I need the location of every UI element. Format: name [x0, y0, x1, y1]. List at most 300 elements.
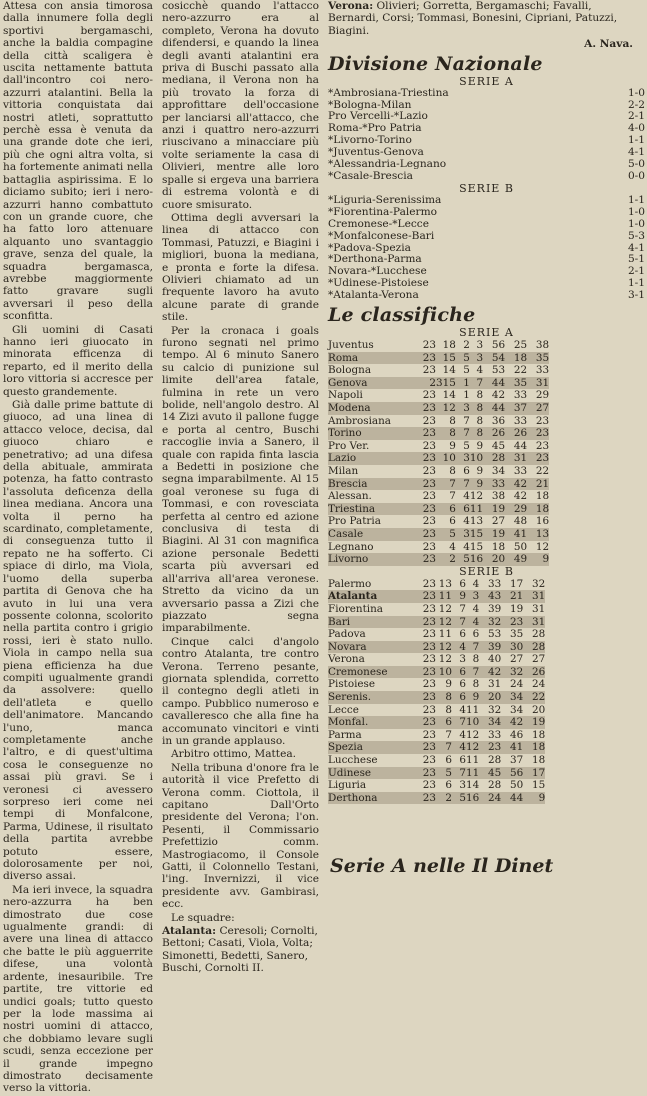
- standings-serie-b-table: [328, 578, 545, 805]
- standings-value: 37: [505, 402, 527, 415]
- standings-value: 9: [452, 590, 466, 603]
- standings-team: Monfal.: [328, 716, 416, 729]
- standings-value: 21: [527, 478, 549, 491]
- standings-value: 315: [436, 376, 456, 389]
- standings-value: 13: [527, 528, 549, 541]
- standings-value: 45: [491, 439, 506, 452]
- standings-value: 11: [469, 502, 484, 515]
- standings-serie-a-table: [328, 339, 549, 566]
- standings-value: 3: [456, 452, 470, 465]
- result-score: 2-1: [627, 110, 645, 123]
- standings-row: [328, 678, 545, 691]
- author-signature: A. Nava.: [584, 38, 633, 51]
- standings-team: Modena: [328, 402, 416, 415]
- standings-value: 6: [472, 628, 480, 641]
- standings-value: 23: [422, 439, 436, 452]
- standings-team: Triestina: [328, 503, 416, 516]
- standings-value: 26: [483, 427, 505, 440]
- standings-row: [328, 490, 549, 503]
- standings-value: 7: [436, 741, 452, 754]
- standings-row: [328, 691, 545, 704]
- article-paragraph: Per la cronaca i goals furono segnati nel primo tempo. Al 6 minuto Sanero su calcio di punizione sul limite dell'area fatale, fulmina in rete un vero bolide, nell'angolo destro. Al 14 Zizi avuto il pallone fugge e porta al centro, Buschi raccoglie invia a Sanero, il quale con rapida finta lascia a Bedetti in posizione che segna imparabilmente. Al 15 goal veronese su fuga di Tommasi, e con rovesciata perfetta al centro ed azione conclusiva di testa di Biagini. Al 31 con magnifica azione personale Bedetti scarta più avversari ed all'arriva all'area veronese. Stretto da vicino da un avversario passa a Zizi che piazzato segna imparabilmente.: [162, 324, 319, 635]
- standings-team: Ambrosiana: [328, 414, 391, 427]
- result-match: Novara-*Lucchese: [328, 265, 427, 278]
- standings-value: 8: [470, 427, 483, 440]
- standings-value: 19: [483, 503, 505, 516]
- standings-value: 22: [523, 691, 545, 704]
- result-score: 5-0: [627, 158, 645, 171]
- standings-value: 8: [476, 389, 484, 402]
- standings-value: 9: [449, 439, 456, 452]
- article-paragraph: Ottima degli avversari la linea di attacco con Tommasi, Patuzzi, e Biagini i migliori, buona la mediana, e pronta e forte la difesa. Olivieri chiamato ad un frequente lavoro ha avuto alcune parate di grande stile.: [162, 211, 319, 324]
- standings-row: [328, 402, 549, 415]
- atalanta-players: Ceresoli; Cornolti, Bettoni; Casati, Viola, Volta; Simonetti, Bedetti, Sanero, Buschi, Cornolti II.: [162, 925, 318, 975]
- standings-value: 7: [452, 767, 466, 780]
- result-score: 5-3: [627, 229, 645, 242]
- standings-value: 4: [449, 540, 456, 553]
- standings-value: 19: [510, 602, 524, 615]
- standings-value: 7: [445, 728, 452, 741]
- standings-value: 31: [527, 377, 549, 390]
- standings-value: 23: [422, 703, 436, 716]
- standings-value: 9: [445, 678, 452, 691]
- standings-row: [328, 653, 545, 666]
- standings-value: 13: [469, 515, 484, 528]
- standings-value: 18: [532, 754, 546, 767]
- standings-team: Milan: [328, 464, 359, 477]
- result-score: 1-1: [627, 134, 645, 147]
- result-row: [328, 88, 645, 100]
- standings-value: 12: [436, 402, 456, 415]
- standings-value: 35: [505, 377, 527, 390]
- bottom-heading: Serie A nelle Il Dinet: [330, 856, 554, 876]
- standings-value: 10: [466, 716, 480, 729]
- result-match: *Alessandria-Legnano: [328, 158, 447, 171]
- standings-value: 33: [488, 728, 502, 741]
- standings-row: [328, 779, 545, 792]
- standings-row: [328, 452, 549, 465]
- standings-value: 7: [470, 377, 483, 390]
- standings-value: 56: [491, 339, 506, 352]
- standings-value: 53: [488, 628, 502, 641]
- standings-team: Pro Ver.: [328, 439, 370, 452]
- result-score: 4-1: [627, 241, 645, 254]
- standings-team: Juventus: [328, 339, 374, 352]
- standings-serie-b-label: SERIE B: [459, 564, 514, 578]
- standings-value: 6: [459, 754, 466, 767]
- result-match: Cremonese-*Lecce: [328, 217, 429, 230]
- standings-value: 23: [416, 767, 436, 780]
- standings-value: 27: [532, 653, 546, 666]
- standings-value: 33: [513, 389, 528, 402]
- standings-value: 6: [445, 779, 452, 792]
- standings-team: Brescia: [328, 478, 416, 491]
- result-score: 5-1: [627, 253, 645, 266]
- standings-value: 10: [436, 452, 456, 465]
- standings-value: 23: [416, 616, 436, 629]
- standings-value: 31: [505, 452, 527, 465]
- atalanta-label: Atalanta:: [162, 925, 217, 938]
- standings-value: 42: [513, 490, 528, 503]
- result-match: Roma-*Pro Patria: [328, 122, 422, 135]
- standings-value: 43: [479, 590, 501, 603]
- standings-value: 7: [466, 641, 479, 654]
- standings-value: 6: [436, 503, 456, 516]
- standings-value: 23: [535, 414, 550, 427]
- standings-value: 33: [535, 364, 550, 377]
- result-row: [328, 195, 645, 207]
- standings-value: 24: [479, 792, 501, 805]
- standings-value: 23: [416, 452, 436, 465]
- standings-value: 40: [488, 653, 502, 666]
- article-column-1: [3, 0, 153, 1096]
- standings-team: Legnano: [328, 540, 374, 553]
- standings-value: 23: [416, 590, 436, 603]
- classifiche-heading: Le classifiche: [328, 304, 476, 327]
- standings-value: 39: [488, 602, 502, 615]
- standings-value: 11: [466, 754, 480, 767]
- standings-value: 7: [459, 602, 466, 615]
- standings-value: 12: [438, 653, 452, 666]
- standings-row: [328, 478, 549, 491]
- standings-value: 14: [442, 364, 456, 377]
- standings-value: 9: [470, 478, 483, 491]
- article-paragraph: Ma ieri invece, la squadra nero-azzurra ha ben dimostrato due cose ugualmente grandi: di avere una linea di attacco che batte le più agguerrite difese, una volontà ardente, inesauribile. Tre partite, tre vittorie ed undici goals; tutto questo per la lode massima ai nostri uomini di attacco, che dobbiamo levare sugli scudi, senza eccezione per il grande impegno dimostrato decisamente verso la vittoria.: [3, 883, 153, 1095]
- standings-row: [328, 541, 549, 554]
- standings-value: 7: [436, 478, 456, 491]
- standings-value: 25: [513, 339, 528, 352]
- standings-value: 5: [436, 528, 456, 541]
- standings-row: [328, 339, 549, 352]
- standings-value: 12: [436, 616, 452, 629]
- results-serie-b-table: [328, 195, 645, 302]
- standings-value: 2: [416, 377, 436, 390]
- standings-value: 6: [463, 464, 470, 477]
- standings-value: 16: [535, 515, 550, 528]
- standings-value: 36: [491, 414, 506, 427]
- standings-value: 28: [523, 641, 545, 654]
- result-row: [328, 231, 645, 243]
- standings-value: 7: [449, 490, 456, 503]
- standings-value: 15: [469, 527, 484, 540]
- standings-row: [328, 792, 545, 805]
- standings-value: 12: [466, 728, 480, 741]
- standings-value: 24: [510, 678, 524, 691]
- result-match: *Liguria-Serenissima: [328, 193, 442, 206]
- standings-value: 6: [459, 628, 466, 641]
- standings-value: 45: [479, 767, 501, 780]
- standings-team: Casale: [328, 528, 416, 541]
- standings-value: 8: [449, 464, 456, 477]
- standings-value: 12: [466, 741, 480, 754]
- standings-team: Roma: [328, 352, 416, 365]
- article-paragraph: Nella tribuna d'onore fra le autorità il vice Prefetto di Verona comm. Ciottola, il capitano Dall'Orto presidente del Verona; l'on. Pesenti, il Commissario Prefettizio comm. Mastrogiacomo, il Console Gatti, il Colonnello Testani, l'ing. Invernizzi, il vice presidente avv. Gambirasi, ecc.: [162, 761, 319, 911]
- standings-team: Alessan.: [328, 490, 372, 503]
- standings-value: 11: [466, 766, 480, 779]
- standings-value: 23: [422, 602, 436, 615]
- standings-row: [328, 628, 545, 641]
- standings-value: 4: [459, 703, 466, 716]
- standings-team: Verona: [328, 653, 365, 666]
- standings-value: 34: [510, 703, 524, 716]
- standings-value: 10: [469, 452, 484, 465]
- standings-value: 20: [479, 691, 501, 704]
- standings-value: 18: [532, 728, 546, 741]
- standings-value: 6: [452, 691, 466, 704]
- standings-value: 21: [501, 590, 523, 603]
- standings-value: 17: [510, 577, 524, 590]
- standings-value: 23: [422, 364, 436, 377]
- standings-value: 3: [459, 653, 466, 666]
- result-score: 2-1: [627, 265, 645, 278]
- standings-team: Fiorentina: [328, 602, 383, 615]
- standings-value: 5: [463, 364, 470, 377]
- standings-value: 3: [476, 339, 484, 352]
- result-score: 2-2: [627, 98, 645, 111]
- standings-value: 22: [513, 364, 528, 377]
- standings-value: 7: [456, 478, 470, 491]
- result-score: 1-1: [627, 277, 645, 290]
- standings-value: 7: [452, 616, 466, 629]
- standings-value: 9: [476, 464, 484, 477]
- standings-row: [328, 427, 549, 440]
- standings-value: 23: [416, 792, 436, 805]
- standings-row: [328, 590, 545, 603]
- standings-value: 54: [483, 352, 505, 365]
- standings-value: 20: [532, 703, 546, 716]
- standings-value: 34: [491, 464, 506, 477]
- standings-value: 11: [438, 628, 452, 641]
- standings-value: 6: [449, 515, 456, 528]
- standings-value: 35: [510, 628, 524, 641]
- standings-value: 23: [422, 728, 436, 741]
- verona-lineup: [328, 0, 645, 37]
- standings-value: 44: [483, 377, 505, 390]
- standings-value: 13: [438, 577, 452, 590]
- standings-value: 53: [491, 364, 506, 377]
- standings-value: 27: [491, 515, 506, 528]
- standings-value: 11: [436, 590, 452, 603]
- standings-value: 23: [416, 691, 436, 704]
- standings-value: 5: [456, 553, 470, 566]
- standings-team: Liguria: [328, 779, 367, 792]
- standings-value: 23: [422, 678, 436, 691]
- standings-value: 23: [416, 553, 436, 566]
- standings-value: 15: [436, 352, 456, 365]
- standings-value: 4: [452, 741, 466, 754]
- standings-value: 4: [459, 728, 466, 741]
- result-score: 1-0: [627, 86, 645, 99]
- standings-value: 23: [422, 754, 436, 767]
- standings-value: 7: [456, 427, 470, 440]
- standings-value: 7: [466, 666, 479, 679]
- standings-value: 16: [466, 791, 480, 804]
- standings-value: 33: [483, 478, 505, 491]
- standings-value: 8: [449, 414, 456, 427]
- result-match: *Juventus-Genova: [328, 146, 424, 159]
- result-match: *Atalanta-Verona: [328, 289, 419, 302]
- standings-team: Novara: [328, 641, 416, 654]
- squadre-label: Le squadre:: [171, 911, 235, 924]
- standings-value: 33: [513, 414, 528, 427]
- standings-value: 6: [452, 666, 466, 679]
- standings-value: 28: [488, 754, 502, 767]
- standings-team: Lazio: [328, 452, 416, 465]
- standings-team: Lucchese: [328, 754, 378, 767]
- standings-value: 23: [416, 352, 436, 365]
- standings-value: 42: [479, 666, 501, 679]
- standings-value: 48: [513, 515, 528, 528]
- standings-value: 4: [452, 641, 466, 654]
- standings-row: [328, 716, 545, 729]
- standings-value: 3: [456, 402, 470, 415]
- standings-value: 6: [436, 716, 452, 729]
- standings-value: 32: [479, 616, 501, 629]
- standings-value: 23: [416, 666, 436, 679]
- standings-row: [328, 528, 549, 541]
- standings-value: 23: [416, 427, 436, 440]
- standings-value: 3: [459, 779, 466, 792]
- standings-value: 34: [501, 691, 523, 704]
- standings-value: 23: [422, 414, 436, 427]
- standings-team: Parma: [328, 728, 362, 741]
- standings-value: 44: [513, 439, 528, 452]
- result-score: 1-1: [627, 193, 645, 206]
- standings-value: 7: [463, 414, 470, 427]
- standings-team: Padova: [328, 628, 366, 641]
- standings-value: 26: [523, 666, 545, 679]
- standings-row: [328, 603, 545, 616]
- standings-value: 23: [479, 741, 501, 754]
- standings-team: Bologna: [328, 364, 372, 377]
- divisione-heading: Divisione Nazionale: [328, 52, 543, 75]
- standings-row: [328, 729, 545, 742]
- standings-value: 20: [483, 553, 505, 566]
- standings-value: 27: [527, 402, 549, 415]
- article-paragraph: Arbitro ottimo, Mattea.: [171, 748, 297, 761]
- standings-row: [328, 578, 545, 591]
- standings-team: Livorno: [328, 553, 416, 566]
- standings-value: 32: [532, 577, 546, 590]
- standings-value: 14: [442, 389, 456, 402]
- standings-value: 8: [436, 691, 452, 704]
- article-paragraph: Già dalle prime battute di giuoco, ad una linea di attacco veloce, decisa, dal giuoco chiaro e penetrativo; ad una difesa della abituale, ammirata potenza, ha fatto contrasto l'assoluta deficenza della linea mediana. Ancora una volta il perno ha scardinato, completamente, di conseguenza tutto il repato ne ha sofferto. Ci spiace di dirlo, ma Viola, l'uomo della superba partita di Genova che ha avuto in lui una vera possente colonna, scolorito nella partita contro i grigio rossi, ieri è stato nullo. Viola in campo nella sua piena efficienza ha due compiti ugualmente grandi da assolvere: quello dell'atleta e quello dell'animatore. Mancando l'uno, manca completamente anche l'altro, e di quest'ultima cosa le conseguenze no assai più gravi. Se i veronesi ci avessero sorpreso ieri come nei tempi di Monfalcone, Parma, Udinese, il risultato della partita avrebbe potuto essere, dolorosamente per noi, diverso assai.: [3, 399, 153, 883]
- standings-row: [328, 364, 549, 377]
- standings-value: 44: [501, 792, 523, 805]
- standings-value: 29: [535, 389, 550, 402]
- standings-value: 23: [422, 339, 436, 352]
- standings-row: [328, 377, 549, 390]
- standings-value: 30: [501, 641, 523, 654]
- standings-value: 19: [523, 716, 545, 729]
- standings-value: 31: [532, 602, 546, 615]
- result-match: *Bologna-Milan: [328, 98, 412, 111]
- standings-team: Pro Patria: [328, 515, 381, 528]
- result-score: 0-0: [627, 169, 645, 182]
- result-match: *Casale-Brescia: [328, 169, 413, 182]
- standings-value: 5: [452, 792, 466, 805]
- result-match: *Livorno-Torino: [328, 134, 412, 147]
- standings-value: 24: [532, 678, 546, 691]
- standings-value: 38: [491, 490, 506, 503]
- standings-value: 28: [488, 779, 502, 792]
- result-row: [328, 219, 645, 231]
- standings-value: 7: [452, 716, 466, 729]
- result-row: [328, 290, 645, 302]
- standings-value: 23: [422, 540, 436, 553]
- standings-value: 3: [470, 352, 483, 365]
- article-column-2: [162, 0, 319, 976]
- standings-value: 3: [466, 590, 479, 603]
- standings-value: 46: [510, 728, 524, 741]
- standings-value: 18: [527, 503, 549, 516]
- standings-row: [328, 616, 545, 629]
- standings-value: 8: [472, 678, 480, 691]
- standings-row: [328, 741, 545, 754]
- standings-team: Torino: [328, 427, 416, 440]
- standings-value: 15: [469, 540, 484, 553]
- standings-value: 2: [436, 792, 452, 805]
- standings-serie-a-label: SERIE A: [459, 326, 514, 340]
- standings-value: 23: [422, 389, 436, 402]
- result-match: *Fiorentina-Palermo: [328, 205, 438, 218]
- article-paragraph: Gli uomini di Casati hanno ieri giuocato in minorata efficenza di reparto, ed il merito della loro vittoria si accresce per questo grandemente.: [3, 323, 153, 398]
- standings-value: 12: [535, 540, 550, 553]
- result-row: [328, 207, 645, 219]
- standings-value: 32: [488, 703, 502, 716]
- results-column: [328, 0, 645, 804]
- standings-value: 17: [523, 767, 545, 780]
- standings-value: 23: [422, 490, 436, 503]
- standings-team: Palermo: [328, 577, 372, 590]
- standings-value: 31: [488, 678, 502, 691]
- standings-value: 3: [456, 528, 470, 541]
- standings-value: 41: [505, 528, 527, 541]
- standings-row: [328, 754, 545, 767]
- standings-value: 41: [501, 741, 523, 754]
- result-score: 1-0: [627, 205, 645, 218]
- standings-value: 6: [459, 577, 466, 590]
- standings-row: [328, 641, 545, 654]
- standings-team: Napoli: [328, 389, 363, 402]
- standings-row: [328, 415, 549, 428]
- standings-value: 50: [513, 540, 528, 553]
- standings-team: Spezia: [328, 741, 416, 754]
- result-match: *Monfalconese-Bari: [328, 229, 435, 242]
- standings-value: 27: [510, 653, 524, 666]
- standings-value: 9: [476, 439, 484, 452]
- standings-row: [328, 465, 549, 478]
- standings-value: 6: [459, 678, 466, 691]
- standings-value: 23: [422, 515, 436, 528]
- verona-label: Verona:: [328, 0, 374, 12]
- standings-value: 23: [416, 402, 436, 415]
- standings-value: 38: [535, 339, 550, 352]
- standings-value: 33: [488, 577, 502, 590]
- standings-value: 34: [479, 716, 501, 729]
- standings-value: 23: [416, 503, 436, 516]
- standings-value: 8: [476, 414, 484, 427]
- standings-value: 15: [532, 779, 546, 792]
- standings-row: [328, 666, 545, 679]
- article-paragraph: Attesa con ansia timorosa dalla innumere folla degli sportivi bergamaschi, anche la baldia compagine della città scaligera è uscita nettamente battuta dall'incontro coi nero-azzurri atalantini. Bella la vittoria conquistata dai nostri atleti, soprattutto perchè essa è venuta da una grande dote che ieri, più che ogni altra volta, si ha fortemente animati nella battaglia aspirissima. E lo diciamo subito; ieri i nero-azzurri hanno combattuto con un grande cuore, che ha fatto loro attenuare alquanto uno svantaggio grave, senza del quale, la squadra bergamasca, avrebbe maggiormente fatto gravare sugli avversari il peso della sconfitta.: [3, 0, 153, 323]
- standings-value: 14: [466, 779, 480, 792]
- standings-value: 44: [483, 402, 505, 415]
- standings-value: 18: [491, 540, 506, 553]
- standings-value: 8: [445, 703, 452, 716]
- standings-value: 22: [535, 464, 550, 477]
- standings-value: 23: [422, 577, 436, 590]
